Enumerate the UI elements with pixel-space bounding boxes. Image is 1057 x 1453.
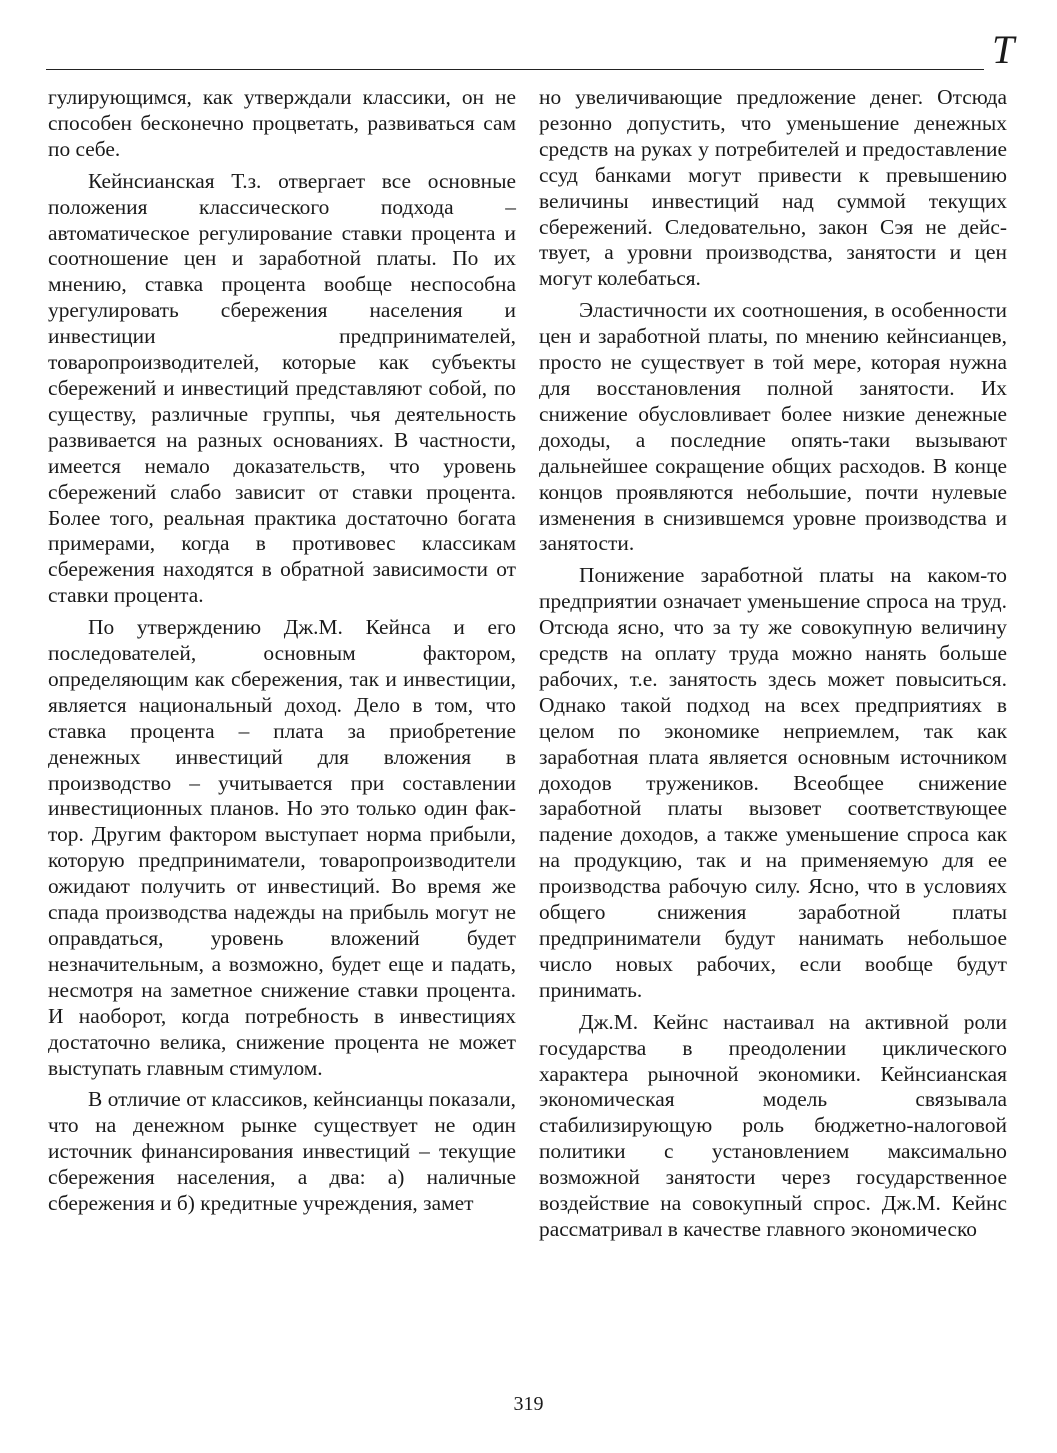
paragraph: гулирующимся, как утверждали классики, он не способен бесконечно процветать, развиваться сам по себе. <box>48 85 516 161</box>
page-number: 319 <box>513 1393 544 1415</box>
right-column <box>539 85 1007 1249</box>
paragraph: но увеличивающие предложение денег. Отсюда резонно допустить, что уменьшение денежных средств на руках у потребителей и предоставление ссуд банками могут привести к превышению величины инвестиций над суммой текущих сбережений. Следовательно, закон Сэя не действует, а уровни производства, занятости и цен могут колебаться. <box>539 85 1007 291</box>
left-column <box>48 85 516 1223</box>
paragraph: Эластичности их соотношения, в особенности цен и заработной платы, по мнению кейнсианцев, просто не существует в той мере, которая нужна для восстановления полной занятости. Их снижение обусловливает более низкие денежные доходы, а последние опять-таки вызывают дальнейшее сокращение общих расходов. В конце концов проявляются небольшие, почти нулевые изменения в снизившемся уровне производства и занятости. <box>539 298 1007 556</box>
paragraph: Дж.М. Кейнс настаивал на активной роли государства в преодолении циклического характера рыночной экономики. Кейнсианская экономическая модель связывала стабилизирующую роль бюджетно-налоговой политики с установлением максимально возможной занятости через государственное воздействие на совокупный спрос. Дж.М. Кейнс рассматривал в качестве главного экономическо <box>539 1009 1007 1241</box>
paragraph: По утверждению Дж.М. Кейнса и его последователей, основным фактором, определяющим как сбережения, так и инвестиции, является национальный доход. Дело в том, что ставка процента – плата за приобретение денежных инвестиций для вложения в производство – учитывается при составлении инвестиционных планов. Но это только один фактор. Другим фактором выступает норма прибыли, которую предприниматели, товаропроизводители ожидают получить от инвестиций. Во время же спада производства надежды на прибыль могут не оправдаться, уровень вложений будет незначительным, а возможно, будет еще и падать, несмотря на заметное снижение ставки процента. И наоборот, когда потребность в инвестициях достаточно велика, снижение процента не может выступать главным стимулом. <box>48 615 516 1080</box>
paragraph: Кейнсианская Т.з. отвергает все основные положения классического подхода – автоматическое регулирование ставки процента и соотношение цен и заработной платы. По их мнению, ставка процента вообще неспособна урегулировать сбережения населения и инвестиции предпринимателей, товаропроизводителей, которые как субъекты сбережений и инвестиций представляют собой, по существу, различные группы, чья деятельность развивается на разных основаниях. В частности, имеется немало доказательств, что уровень сбережений слабо зависит от ставки процента. Более того, реальная практика достаточно богата примерами, когда в противовес классикам сбережения находятся в обратной зависимости от ставки процента. <box>48 168 516 608</box>
section-letter: T <box>992 27 1015 72</box>
paragraph: Понижение заработной платы на каком-то предприятии означает уменьшение спроса на труд. Отсюда ясно, что за ту же совокупную величину средств на оплату труда можно нанять больше рабочих, т.е. занятость здесь может повыситься. Однако такой подход на всех предприятиях в целом по экономике неприемлем, так как заработная плата является основным источником доходов тружеников. Всеобщее снижение заработной платы вызовет соответствующее падение доходов, а также уменьшение спроса как на продукцию, так и на применяемую для ее производства рабочую силу. Ясно, что в условиях общего снижения заработной платы предприниматели будут нанимать небольшое число новых рабочих, если вообще будут принимать. <box>539 563 1007 1002</box>
paragraph: В отличие от классиков, кейнсианцы показали, что на денежном рынке существует не один источник финансирования инвестиций – текущие сбережения населения, а два: а) наличные сбережения и б) кредитные учреждения, замет <box>48 1087 516 1216</box>
header-rule <box>46 69 984 70</box>
